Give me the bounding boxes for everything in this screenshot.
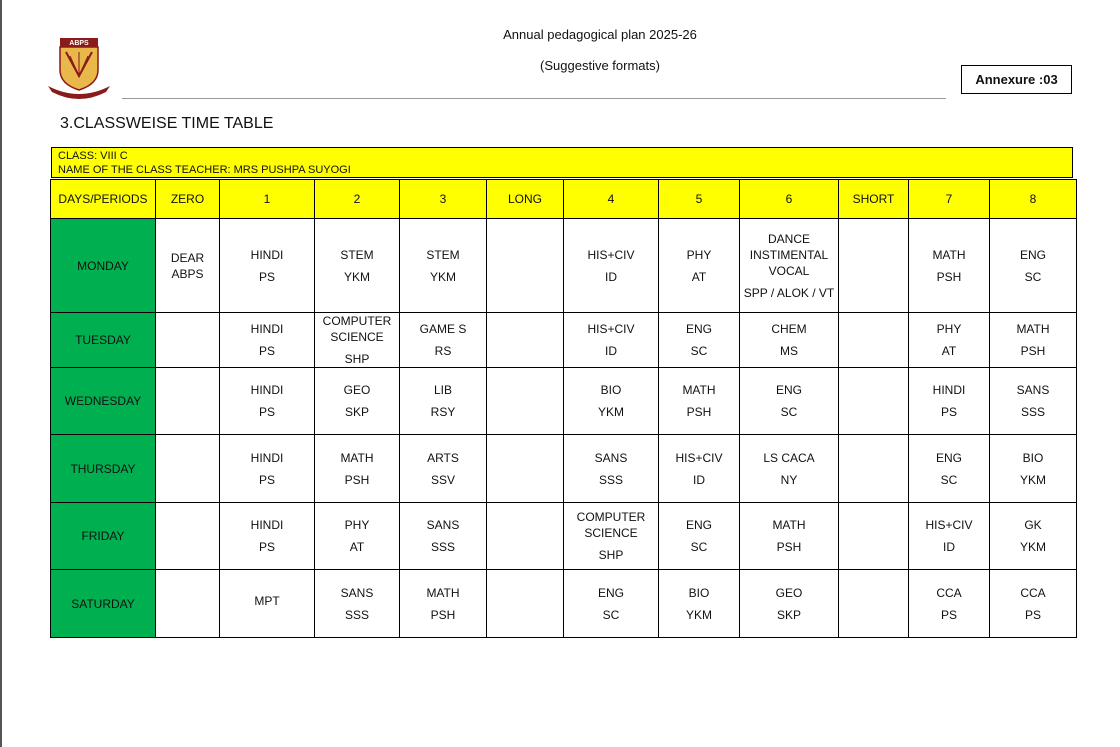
subject-label: GAME S	[419, 322, 467, 336]
teacher-initials: SC	[1024, 269, 1042, 284]
period-cell	[909, 503, 990, 570]
subject-label: BIO	[688, 585, 710, 600]
class-teacher-line: NAME OF THE CLASS TEACHER: MRS PUSHPA SUYOGI	[58, 164, 351, 176]
teacher-initials: YKM	[429, 269, 456, 284]
teacher-initials: SC	[690, 540, 708, 554]
period-cell	[659, 368, 740, 435]
long-break-cell	[487, 219, 564, 313]
teacher-initials: SSS	[598, 472, 623, 487]
long-break-cell	[487, 313, 564, 368]
period-cell	[740, 435, 839, 503]
period-cell	[564, 435, 659, 503]
teacher-initials: AT	[349, 540, 365, 554]
subject-label: SANS	[340, 585, 374, 600]
timetable-row	[51, 368, 1077, 435]
zero-period-cell	[156, 503, 220, 570]
period-cell	[315, 503, 400, 570]
teacher-initials: PS	[258, 269, 275, 284]
column-header: ZERO	[156, 180, 220, 219]
day-cell: WEDNESDAY	[51, 368, 156, 435]
day-cell: THURSDAY	[51, 435, 156, 503]
subject-label: BIO	[1022, 450, 1044, 465]
teacher-initials: ID	[693, 472, 705, 487]
column-header: 6	[740, 180, 839, 219]
day-cell: TUESDAY	[51, 313, 156, 368]
subject-label: HINDI	[250, 450, 284, 465]
teacher-initials: SPP / ALOK / VT	[743, 285, 835, 300]
period-cell	[990, 570, 1077, 638]
teacher-initials: YKM	[343, 269, 370, 284]
period-cell	[909, 313, 990, 368]
day-cell: SATURDAY	[51, 570, 156, 638]
period-cell	[220, 219, 315, 313]
subject-label: HINDI	[250, 518, 284, 532]
teacher-initials: SKP	[776, 607, 801, 622]
period-cell	[990, 313, 1077, 368]
annexure-box: Annexure :03	[961, 65, 1072, 94]
period-cell	[659, 219, 740, 313]
period-cell	[220, 570, 315, 638]
timetable-row	[51, 435, 1077, 503]
subject-label: HINDI	[932, 383, 966, 397]
teacher-initials: PS	[258, 472, 275, 487]
teacher-initials: SHP	[598, 548, 624, 562]
teacher-initials: SSV	[430, 472, 455, 487]
period-cell	[990, 435, 1077, 503]
class-info-box	[51, 147, 1073, 178]
long-break-cell	[487, 503, 564, 570]
teacher-initials: PSH	[1020, 344, 1046, 358]
teacher-initials: SSS	[344, 607, 369, 622]
short-break-cell	[839, 435, 909, 503]
column-header: 1	[220, 180, 315, 219]
timetable	[50, 179, 1077, 638]
period-cell	[990, 368, 1077, 435]
teacher-initials: NY	[780, 472, 798, 487]
teacher-initials: YKM	[1019, 472, 1046, 487]
subject-label: HIS+CIV	[925, 518, 973, 532]
period-cell	[659, 435, 740, 503]
subject-label: ENG	[1019, 247, 1046, 262]
teacher-initials: YKM	[1019, 540, 1046, 554]
period-cell	[659, 570, 740, 638]
period-cell	[564, 313, 659, 368]
subject-label: SANS	[594, 450, 628, 465]
teacher-initials: ID	[605, 344, 617, 358]
timetable-row	[51, 503, 1077, 570]
teacher-initials: SC	[940, 472, 958, 487]
teacher-initials: SC	[690, 344, 708, 358]
subject-label: PHY	[344, 518, 370, 532]
teacher-initials: PS	[940, 607, 957, 622]
zero-period-cell: DEAR ABPS	[156, 219, 220, 313]
subject-label: MPT	[254, 593, 280, 608]
teacher-initials: PS	[258, 540, 275, 554]
teacher-initials: ID	[605, 269, 617, 284]
teacher-initials: PSH	[430, 607, 456, 622]
long-break-cell	[487, 435, 564, 503]
teacher-initials: PSH	[686, 405, 712, 419]
period-cell	[315, 313, 400, 368]
teacher-initials: MS	[780, 344, 798, 358]
long-break-cell	[487, 570, 564, 638]
class-line: CLASS: VIII C	[58, 150, 128, 162]
subject-label: GEO	[343, 383, 371, 397]
period-cell	[315, 219, 400, 313]
day-cell: MONDAY	[51, 219, 156, 313]
subject-label: GK	[1024, 518, 1042, 532]
period-cell	[400, 503, 487, 570]
subject-label: COMPUTER SCIENCE	[576, 510, 646, 540]
subject-label: CCA	[936, 585, 962, 600]
short-break-cell	[839, 570, 909, 638]
subject-label: HIS+CIV	[587, 247, 635, 262]
subject-label: ENG	[685, 322, 712, 336]
short-break-cell	[839, 503, 909, 570]
subject-label: DANCE INSTIMENTAL VOCAL	[749, 231, 829, 278]
header-divider	[122, 98, 946, 99]
subject-label: GEO	[775, 585, 803, 600]
period-cell	[220, 313, 315, 368]
period-cell	[400, 368, 487, 435]
zero-period-cell	[156, 313, 220, 368]
document-subtitle: (Suggestive formats)	[540, 58, 660, 73]
document-title: Annual pedagogical plan 2025-26	[503, 27, 697, 42]
teacher-initials: SSS	[430, 540, 455, 554]
subject-label: SANS	[1016, 383, 1050, 397]
period-cell	[400, 313, 487, 368]
page-left-border	[0, 0, 2, 747]
teacher-initials: SSS	[1020, 405, 1045, 419]
teacher-initials: AT	[941, 344, 957, 358]
subject-label: MATH	[426, 585, 460, 600]
period-cell	[990, 503, 1077, 570]
teacher-initials: PSH	[344, 472, 370, 487]
zero-period-cell	[156, 368, 220, 435]
subject-label: CCA	[1020, 585, 1046, 600]
teacher-initials: SHP	[344, 352, 370, 366]
subject-label: PHY	[686, 247, 712, 262]
teacher-initials: AT	[691, 269, 707, 284]
column-header: LONG	[487, 180, 564, 219]
subject-label: CHEM	[771, 322, 807, 336]
subject-label: ENG	[685, 518, 712, 532]
period-cell	[564, 503, 659, 570]
long-break-cell	[487, 368, 564, 435]
section-title: 3.CLASSWEISE TIME TABLE	[60, 115, 274, 132]
period-cell	[400, 435, 487, 503]
day-cell: FRIDAY	[51, 503, 156, 570]
period-cell	[909, 219, 990, 313]
period-cell	[564, 570, 659, 638]
period-cell	[740, 313, 839, 368]
subject-label: MATH	[932, 247, 966, 262]
teacher-initials: PS	[258, 405, 275, 419]
teacher-initials: ID	[943, 540, 955, 554]
period-cell	[564, 219, 659, 313]
timetable-row	[51, 313, 1077, 368]
column-header: DAYS/PERIODS	[51, 180, 156, 219]
period-cell	[400, 570, 487, 638]
subject-label: BIO	[600, 383, 622, 397]
timetable-row	[51, 219, 1077, 313]
subject-label: STEM	[340, 247, 374, 262]
teacher-initials: PSH	[936, 269, 962, 284]
period-cell	[220, 503, 315, 570]
logo-text: ABPS	[69, 40, 89, 47]
period-cell	[220, 435, 315, 503]
column-header: 5	[659, 180, 740, 219]
column-header: 3	[400, 180, 487, 219]
teacher-initials: PS	[258, 344, 275, 358]
period-cell	[564, 368, 659, 435]
period-cell	[740, 503, 839, 570]
subject-label: MATH	[340, 450, 374, 465]
column-header: 4	[564, 180, 659, 219]
teacher-initials: PS	[940, 405, 957, 419]
column-header: 2	[315, 180, 400, 219]
subject-label: LIB	[433, 383, 452, 397]
period-cell	[315, 368, 400, 435]
short-break-cell	[839, 368, 909, 435]
subject-label: STEM	[426, 247, 460, 262]
period-cell	[659, 503, 740, 570]
subject-label: ARTS	[427, 450, 459, 465]
period-cell	[400, 219, 487, 313]
short-break-cell	[839, 219, 909, 313]
subject-label: HINDI	[250, 247, 284, 262]
subject-label: PHY	[936, 322, 962, 336]
period-cell	[220, 368, 315, 435]
teacher-initials: SC	[602, 607, 620, 622]
timetable-header-row	[51, 180, 1077, 219]
period-cell	[315, 435, 400, 503]
column-header: 7	[909, 180, 990, 219]
school-logo	[46, 36, 112, 100]
zero-period-cell	[156, 435, 220, 503]
subject-label: MATH	[1016, 322, 1050, 336]
subject-label: MATH	[682, 383, 716, 397]
subject-label: HINDI	[250, 383, 284, 397]
zero-period-cell	[156, 570, 220, 638]
subject-label: LS CACA	[763, 450, 815, 465]
subject-label: HIS+CIV	[675, 450, 723, 465]
period-cell	[909, 570, 990, 638]
period-cell	[740, 570, 839, 638]
subject-label: COMPUTER SCIENCE	[322, 314, 392, 344]
subject-label: ENG	[935, 450, 962, 465]
timetable-row	[51, 570, 1077, 638]
teacher-initials: PS	[1024, 607, 1041, 622]
teacher-initials: YKM	[685, 607, 712, 622]
period-cell	[909, 368, 990, 435]
period-cell	[990, 219, 1077, 313]
period-cell	[740, 368, 839, 435]
teacher-initials: SC	[780, 405, 798, 419]
period-cell	[740, 219, 839, 313]
period-cell	[909, 435, 990, 503]
subject-label: MATH	[772, 518, 806, 532]
subject-label: ENG	[597, 585, 624, 600]
teacher-initials: RSY	[430, 405, 456, 419]
subject-label: HINDI	[250, 322, 284, 336]
period-cell	[659, 313, 740, 368]
column-header: 8	[990, 180, 1077, 219]
period-cell	[315, 570, 400, 638]
subject-label: SANS	[426, 518, 460, 532]
teacher-initials: SKP	[344, 405, 369, 419]
subject-label: HIS+CIV	[587, 322, 635, 336]
teacher-initials: YKM	[597, 405, 624, 419]
short-break-cell	[839, 313, 909, 368]
teacher-initials: RS	[434, 344, 452, 358]
subject-label: ENG	[775, 383, 802, 397]
teacher-initials: PSH	[776, 540, 802, 554]
column-header: SHORT	[839, 180, 909, 219]
